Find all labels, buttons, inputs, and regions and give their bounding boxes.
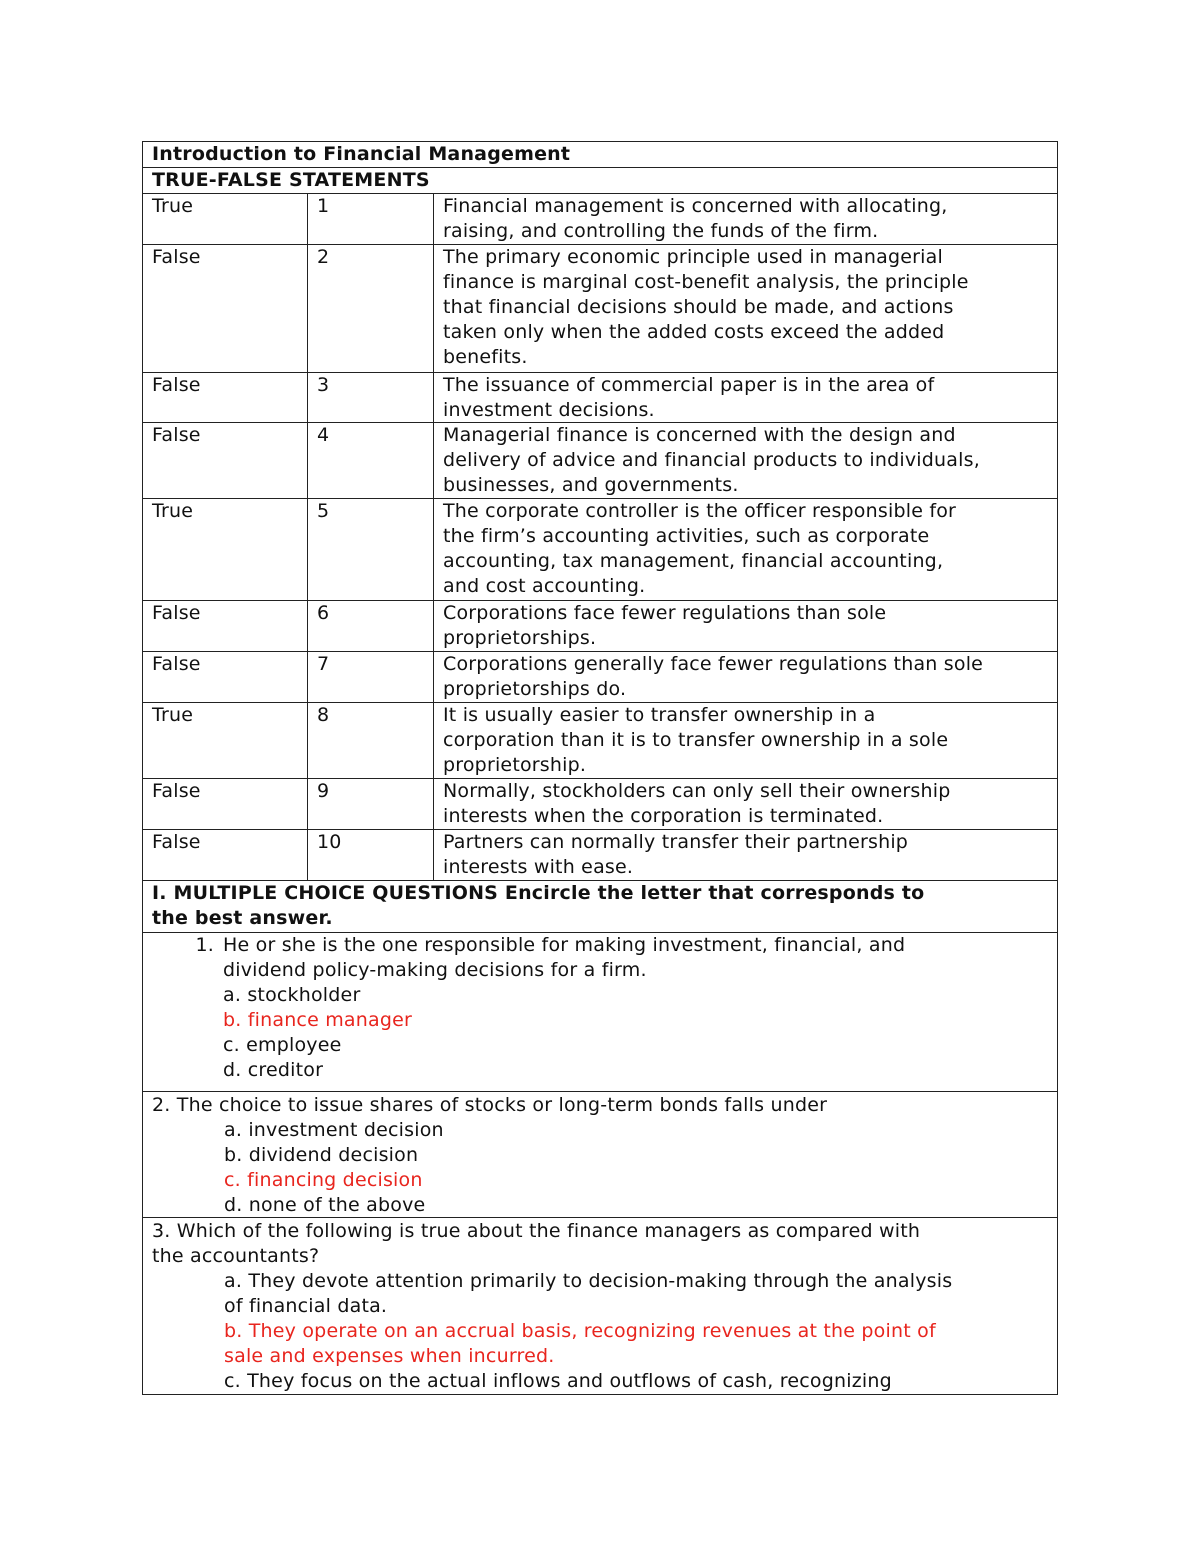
tf-answer: True (143, 194, 308, 244)
tf-statement: Managerial finance is concerned with the design and delivery of advice and financial products to individuals, businesses, and governments. (443, 424, 980, 496)
question-cell (143, 933, 1057, 1091)
tf-answer: False (143, 652, 308, 702)
tf-number: 10 (308, 830, 434, 880)
document-title: Introduction to Financial Management (152, 143, 571, 165)
tf-heading-row (142, 168, 1058, 194)
question-row (142, 1218, 1058, 1395)
option[interactable]: d. none of the above (224, 1194, 426, 1216)
question-text: He or she is the one responsible for making investment, financial, and dividend policy-making decisions for a firm. (223, 934, 906, 981)
tf-statement: It is usually easier to transfer ownership in a corporation than it is to transfer ownership in a sole proprietorship. (443, 704, 949, 776)
question-cell (143, 1218, 1057, 1394)
quiz-document (142, 141, 1058, 1395)
tf-row (142, 373, 1058, 423)
tf-answer: True (143, 703, 308, 778)
tf-number: 6 (308, 601, 434, 651)
option[interactable]: c. They focus on the actual inflows and outflows of cash, recognizing (224, 1370, 892, 1392)
option[interactable]: a. They devote attention primarily to decision-making through the analysis of financial data. (224, 1270, 953, 1317)
question-number: 1. (195, 934, 214, 956)
tf-row (142, 499, 1058, 601)
tf-answer: False (143, 779, 308, 829)
question-cell (143, 1092, 1057, 1217)
question-number: 3. (152, 1220, 171, 1242)
question-text: Which of the following is true about the finance managers as compared with the accountants? (152, 1220, 921, 1267)
tf-table-body (142, 194, 1058, 881)
tf-number: 4 (308, 423, 434, 498)
document-title-row (142, 142, 1058, 168)
question-text: The choice to issue shares of stocks or long-term bonds falls under (176, 1094, 828, 1116)
tf-row (142, 830, 1058, 881)
option[interactable]: b. dividend decision (224, 1144, 419, 1166)
tf-statement: Partners can normally transfer their partnership interests with ease. (443, 831, 909, 878)
mc-heading: I. MULTIPLE CHOICE QUESTIONS Encircle the letter that corresponds to the best answer. (152, 882, 925, 929)
question-row (142, 933, 1058, 1092)
tf-statement: The issuance of commercial paper is in the area of investment decisions. (443, 374, 935, 421)
option[interactable]: d. creditor (223, 1059, 324, 1081)
tf-answer: False (143, 601, 308, 651)
tf-row (142, 779, 1058, 830)
tf-row (142, 703, 1058, 779)
tf-answer: False (143, 830, 308, 880)
tf-statement: The corporate controller is the officer responsible for the firm’s accounting activities, such as corporate accounting, tax management, financial accounting, and cost accounting. (443, 500, 957, 597)
tf-answer: False (143, 245, 308, 372)
tf-number: 7 (308, 652, 434, 702)
question-number: 2. (152, 1094, 171, 1116)
option-correct[interactable]: b. They operate on an accrual basis, recognizing revenues at the point of sale and expenses when incurred. (224, 1320, 936, 1367)
tf-number: 5 (308, 499, 434, 600)
tf-statement: The primary economic principle used in managerial finance is marginal cost-benefit analysis, the principle that financial decisions should be made, and actions taken only when the added costs exceed the added benefits. (443, 246, 969, 368)
tf-number: 8 (308, 703, 434, 778)
tf-row (142, 194, 1058, 245)
option-correct[interactable]: c. financing decision (224, 1169, 423, 1191)
option[interactable]: c. employee (223, 1034, 342, 1056)
tf-answer: False (143, 423, 308, 498)
tf-statement: Corporations face fewer regulations than sole proprietorships. (443, 602, 887, 649)
mc-heading-row (142, 881, 1058, 933)
tf-row (142, 423, 1058, 499)
tf-statement: Normally, stockholders can only sell their ownership interests when the corporation is terminated. (443, 780, 951, 827)
tf-row (142, 652, 1058, 703)
tf-statement: Financial management is concerned with allocating, raising, and controlling the funds of the firm. (443, 195, 948, 242)
tf-heading: TRUE-FALSE STATEMENTS (152, 169, 430, 191)
tf-row (142, 245, 1058, 373)
tf-number: 3 (308, 373, 434, 422)
tf-number: 2 (308, 245, 434, 372)
tf-number: 9 (308, 779, 434, 829)
tf-statement: Corporations generally face fewer regulations than sole proprietorships do. (443, 653, 984, 700)
option[interactable]: a. stockholder (223, 984, 361, 1006)
tf-number: 1 (308, 194, 434, 244)
option[interactable]: a. investment decision (224, 1119, 444, 1141)
tf-row (142, 601, 1058, 652)
question-row (142, 1092, 1058, 1218)
option-correct[interactable]: b. finance manager (223, 1009, 413, 1031)
tf-answer: False (143, 373, 308, 422)
tf-answer: True (143, 499, 308, 600)
